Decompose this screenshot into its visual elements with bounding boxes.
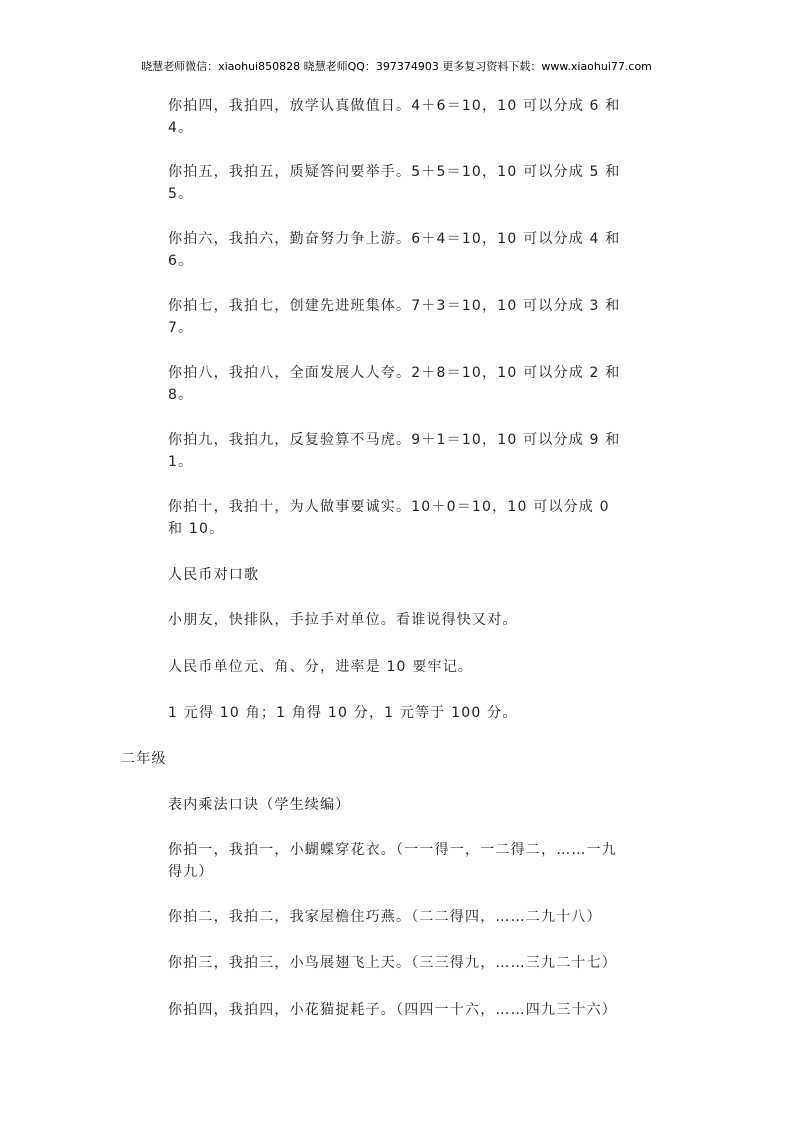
rhyme-line-5: 你拍五，我拍五，质疑答问要举手。5＋5＝10，10 可以分成 5 和 5。: [168, 164, 621, 202]
multiplication-title: 表内乘法口诀（学生续编）: [168, 797, 351, 813]
rhyme-line-10: 你拍十，我拍十，为人做事要诚实。10＋0＝10，10 可以分成 0 和 10。: [168, 499, 610, 537]
grade-label: 二年级: [121, 751, 167, 767]
rhyme-line-7: 你拍七，我拍七，创建先进班集体。7＋3＝10，10 可以分成 3 和 7。: [168, 298, 621, 336]
rhyme-line-4: 你拍四，我拍四，放学认真做值日。4＋6＝10，10 可以分成 6 和 4。: [168, 98, 621, 136]
money-song-title: 人民币对口歌: [168, 567, 260, 583]
multiplication-line: 你拍二，我拍二，我家屋檐住巧燕。（二二得四，……二九十八）: [168, 909, 602, 925]
rhyme-line-8: 你拍八，我拍八，全面发展人人夸。2＋8＝10，10 可以分成 2 和 8。: [168, 365, 621, 403]
multiplication-line: 你拍三，我拍三，小鸟展翅飞上天。（三三得九，……三九二十七）: [168, 955, 617, 971]
rhyme-line-6: 你拍六，我拍六，勤奋努力争上游。6＋4＝10，10 可以分成 4 和 6。: [168, 231, 621, 269]
multiplication-line: 你拍四，我拍四，小花猫捉耗子。（四四一十六，……四九三十六）: [168, 1002, 617, 1018]
money-song-line: 人民币单位元、角、分，进率是 10 要牢记。: [168, 659, 474, 675]
money-song-line: 1 元得 10 角；1 角得 10 分，1 元等于 100 分。: [168, 705, 518, 721]
rhyme-line-9: 你拍九，我拍九，反复验算不马虎。9＋1＝10，10 可以分成 9 和 1。: [168, 432, 621, 470]
money-song-line: 小朋友，快排队，手拉手对单位。看谁说得快又对。: [168, 612, 518, 628]
page-header: 晓慧老师微信：xiaohui850828 晓慧老师QQ：397374903 更多复习资料下载：www.xiaohui77.com: [141, 60, 652, 73]
multiplication-line: 你拍一，我拍一，小蝴蝶穿花衣。（一一得一，一二得二，……一九得九）: [168, 842, 617, 880]
